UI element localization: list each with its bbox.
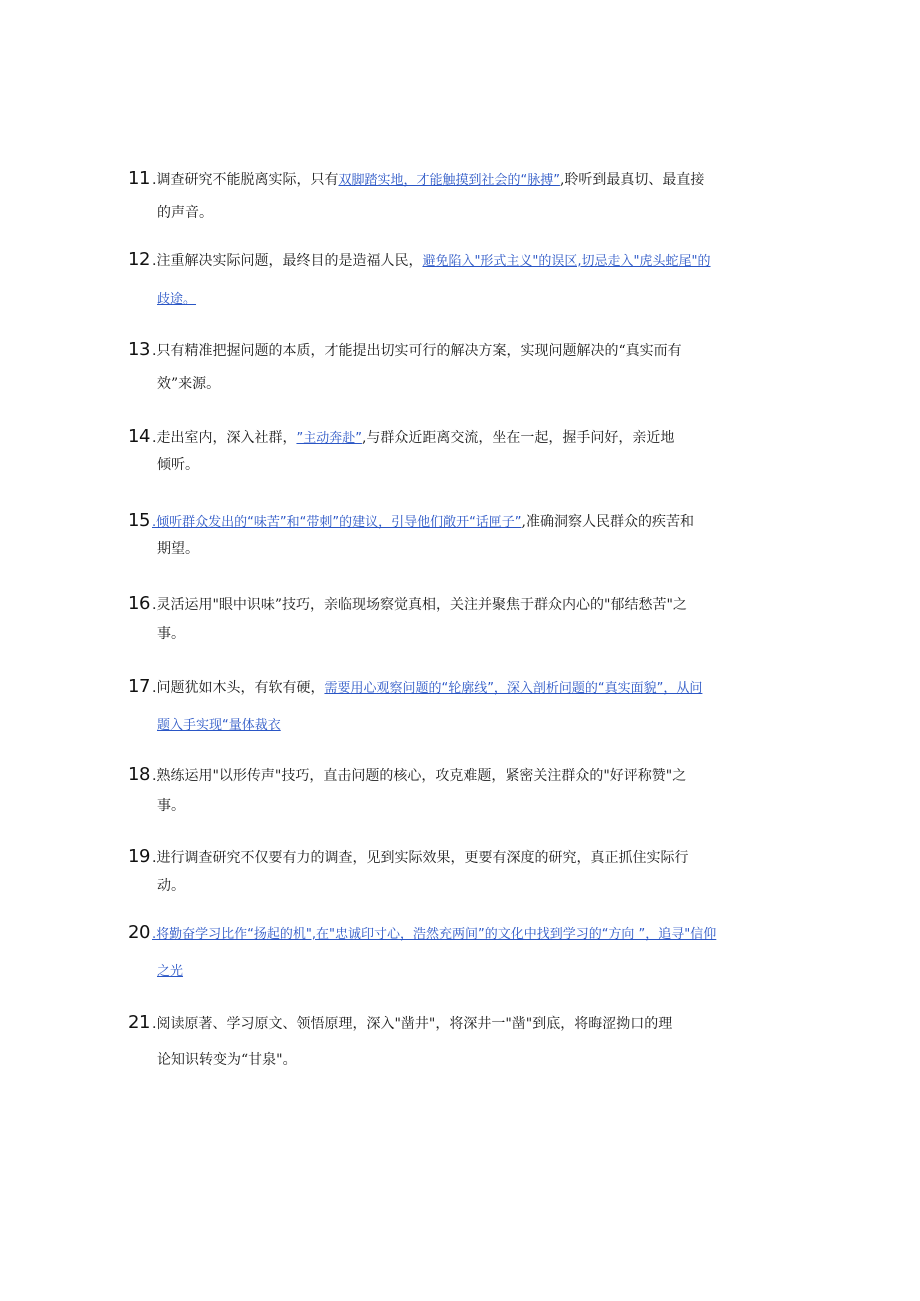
item-line-1	[128, 510, 768, 531]
item-text: ,准确洞察人民群众的疾苦和	[521, 514, 694, 530]
item-line-2	[157, 288, 768, 307]
hyperlink-text[interactable]: 题入手实现“量体裁衣	[157, 718, 281, 733]
hyperlink-text[interactable]: .将勤奋学习比作“扬起的机",在"忠诚印寸心，浩然充两间”的文化中找到学习的“方向 ”，追寻"信仰	[152, 927, 717, 942]
item-text: .阅读原著、学习原文、领悟原理，深入"凿井"，将深井一"凿"到底，将晦涩拗口的理	[152, 1016, 673, 1032]
item-line-2: 事。	[157, 626, 185, 642]
item-line-1	[128, 249, 768, 270]
hyperlink-text[interactable]: 避免陷入"形式主义"的误区,切忌走入"虎头蛇尾"的	[422, 254, 711, 269]
item-number: 18	[128, 764, 150, 785]
item-line-1	[128, 593, 768, 614]
hyperlink-text[interactable]: 歧途。	[157, 292, 197, 307]
item-line-2: 论知识转变为“甘泉"。	[157, 1052, 297, 1068]
item-line-1	[128, 168, 768, 189]
hyperlink-text[interactable]: 双脚踏实地，才能触摸到社会的“脉搏”	[338, 173, 560, 188]
item-line-2: 期望。	[157, 541, 199, 557]
item-number: 19	[128, 846, 150, 867]
item-line-1	[128, 846, 768, 867]
list-item-21	[128, 1012, 768, 1069]
item-text: .进行调查研究不仅要有力的调查，见到实际效果，更要有深度的研究，真正抓住实际行	[152, 850, 689, 866]
item-text: ,聆听到最真切、最直接	[559, 172, 705, 188]
item-line-1	[128, 922, 768, 943]
item-line-2: 动。	[157, 878, 185, 894]
item-number: 17	[128, 676, 150, 697]
item-number: 11	[128, 168, 150, 189]
item-number: 14	[128, 426, 150, 447]
item-text: .熟练运用"以形传声"技巧，直击问题的核心，攻克难题，紧密关注群众的"好评称赞"之	[152, 768, 687, 784]
item-line-1	[128, 339, 768, 360]
list-item-15	[128, 510, 768, 558]
item-number: 15	[128, 510, 150, 531]
item-text: .灵活运用"眼中识味”技巧，亲临现场察觉真相，关注并聚焦于群众内心的"郁结愁苦"之	[152, 597, 687, 613]
item-text: .调查研究不能脱离实际，只有	[152, 172, 339, 188]
item-text: ,与群众近距离交流，坐在一起，握手问好，亲近地	[361, 430, 675, 446]
hyperlink-text[interactable]: .倾听群众发出的“味苦”和“带刺”的建议，引导他们敞开“话匣子”	[152, 515, 522, 530]
item-line-1	[128, 676, 768, 697]
list-item-17	[128, 676, 768, 733]
hyperlink-text[interactable]: 之光	[157, 964, 184, 979]
item-text: .注重解决实际问题，最终目的是造福人民，	[152, 253, 423, 269]
item-line-1	[128, 426, 768, 447]
item-number: 21	[128, 1012, 150, 1033]
item-number: 16	[128, 593, 150, 614]
item-number: 13	[128, 339, 150, 360]
item-line-2: 的声音。	[157, 205, 213, 221]
item-line-2	[157, 960, 768, 979]
item-line-1	[128, 1012, 768, 1033]
item-line-2	[157, 714, 768, 733]
list-item-16	[128, 593, 768, 643]
item-number: 20	[128, 922, 150, 943]
item-text: .问题犹如木头，有软有硬，	[152, 680, 325, 696]
list-item-14	[128, 426, 768, 474]
hyperlink-text[interactable]: ”主动奔赴”	[296, 431, 362, 446]
item-text: .只有精准把握问题的本质，才能提出切实可行的解决方案，实现问题解决的“真实而有	[152, 343, 682, 359]
item-line-2: 效”来源。	[157, 376, 221, 392]
item-line-2: 倾听。	[157, 457, 199, 473]
item-number: 12	[128, 249, 150, 270]
item-line-2: 事。	[157, 798, 185, 814]
list-item-13	[128, 339, 768, 393]
list-item-12	[128, 249, 768, 307]
list-item-18	[128, 764, 768, 815]
list-item-19	[128, 846, 768, 895]
hyperlink-text[interactable]: 需要用心观察问题的“轮廓线”，深入剖析问题的“真实面貌”，从问	[324, 681, 703, 696]
item-text: .走出室内，深入社群，	[152, 430, 297, 446]
item-line-1	[128, 764, 768, 785]
list-item-11	[128, 168, 768, 222]
list-item-20	[128, 922, 768, 979]
